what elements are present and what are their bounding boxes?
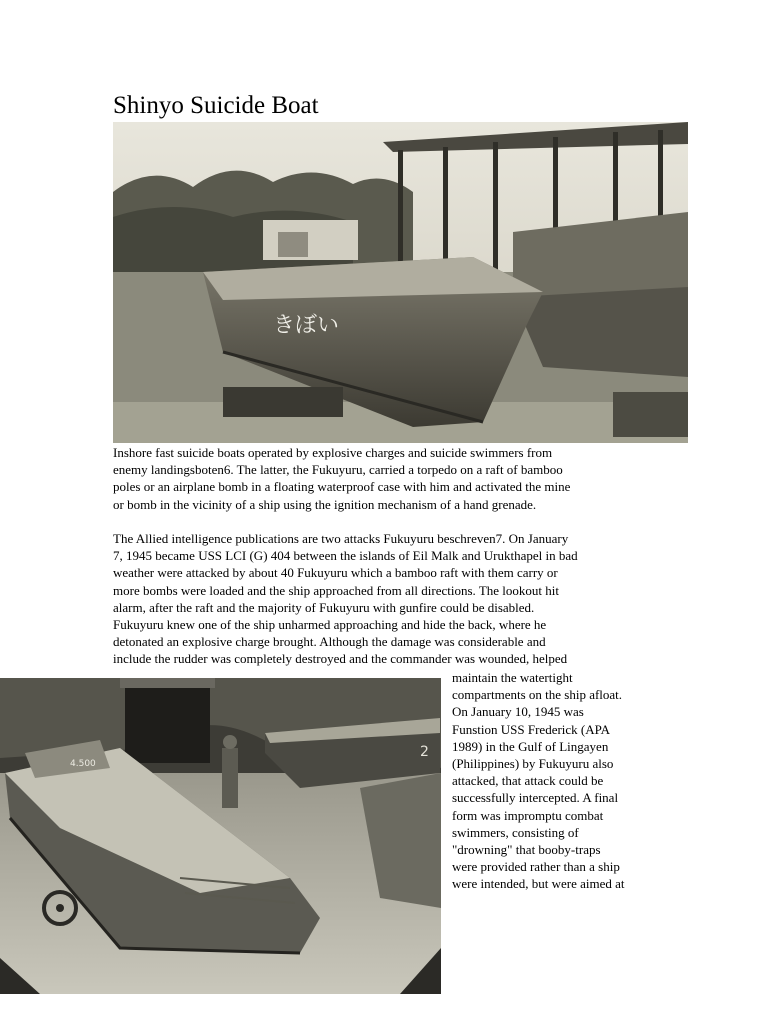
paragraph-intro: [113, 444, 658, 513]
paragraph-line: or bomb in the vicinity of a ship using the ignition mechanism of a hand grenade.: [113, 496, 537, 512]
paragraph-line: 1989) in the Gulf of Lingayen: [452, 738, 609, 754]
paragraph-line: maintain the watertight: [452, 670, 573, 685]
paragraph-line: swimmers, consisting of: [452, 824, 579, 840]
paragraph-line: On January 10, 1945 was: [452, 704, 584, 720]
paragraph-line: weather were attacked by about 40 Fukuyuru which a bamboo raft with them carry or: [113, 565, 558, 581]
paragraph-line: were intended, but were aimed at: [452, 876, 625, 892]
shinyo-boat-photo-top: [113, 122, 688, 443]
paragraph-line: attacked, that attack could be: [452, 773, 604, 789]
paragraph-line: compartments on the ship afloat.: [452, 687, 623, 703]
paragraph-attacks: [113, 530, 658, 668]
paragraph-line: Funstion USS Frederick (APA: [452, 721, 611, 737]
paragraph-line: (Philippines) by Fukuyuru also: [452, 756, 614, 772]
paragraph-line: 7, 1945 became USS LCI (G) 404 between the islands of Eil Malk and Urukthapel in bad: [113, 548, 578, 564]
paragraph-line: successfully intercepted. A final: [452, 790, 619, 806]
paragraph-line: The Allied intelligence publications are two attacks Fukuyuru beschreven7. On January: [113, 531, 569, 546]
paragraph-line: enemy landingsboten6. The latter, the Fukuyuru, carried a torpedo on a raft of bamboo: [113, 462, 563, 478]
main-boat-number: 4.500: [70, 759, 96, 769]
paragraph-line: Fukuyuru knew one of the ship unharmed approaching and hide the back, where he: [113, 617, 547, 633]
paragraph-line: Inshore fast suicide boats operated by explosive charges and suicide swimmers from: [113, 445, 553, 460]
paragraph-line: were provided rather than a ship: [452, 859, 620, 875]
paragraph-line: more bombs were loaded and the ship approached from all directions. The lookout hit: [113, 582, 559, 598]
paragraph-line: poles or an airplane bomb in a floating waterproof case with him and activated the mine: [113, 479, 571, 495]
paragraph-line: include the rudder was completely destroyed and the commander was wounded, helped: [113, 651, 568, 667]
paragraph-line: form was impromptu combat: [452, 807, 604, 823]
paragraph-line: detonated an explosive charge brought. Although the damage was considerable and: [113, 634, 546, 650]
hull-marking: きぼい: [273, 313, 340, 338]
page-title: Shinyo Suicide Boat: [113, 92, 319, 119]
paragraph-line: "drowning" that booby-traps: [452, 842, 601, 858]
paragraph-line: alarm, after the raft and the majority of Fukuyuru with gunfire could be disabled.: [113, 599, 535, 615]
shinyo-boats-photo-bottom: [0, 678, 441, 994]
rear-boat-number: 2: [420, 744, 429, 760]
paragraph-continued: [452, 669, 662, 893]
